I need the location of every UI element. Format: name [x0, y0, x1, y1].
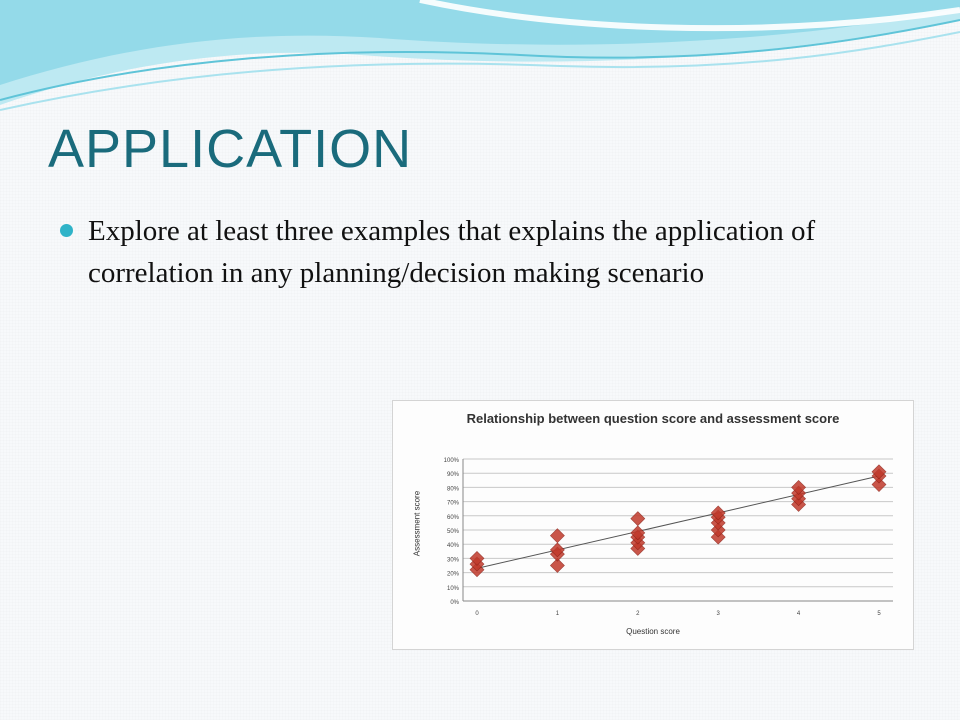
data-point	[631, 512, 645, 526]
bullet-list	[60, 210, 900, 294]
x-tick-label: 3	[716, 611, 720, 617]
x-tick-label: 1	[555, 611, 560, 617]
x-tick-label: 4	[796, 611, 801, 617]
y-tick-label: 90%	[446, 472, 459, 479]
y-tick-label: 100%	[443, 458, 459, 464]
bullet-dot-icon	[60, 224, 73, 237]
chart-x-axis-label: Question score	[626, 627, 680, 636]
trendline	[477, 476, 879, 568]
chart-y-axis-label: Assessment score	[412, 490, 422, 557]
y-tick-label: 30%	[446, 557, 459, 564]
x-tick-label: 5	[877, 611, 881, 617]
y-tick-label: 20%	[446, 571, 459, 578]
x-tick-label: 0	[475, 611, 479, 617]
y-tick-label: 80%	[446, 486, 459, 493]
chart-title: Relationship between question score and assessment score	[466, 411, 840, 426]
y-tick-label: 60%	[446, 514, 459, 521]
chart-plot-area	[393, 401, 913, 649]
scatter-chart	[392, 400, 914, 650]
bullet-text: Explore at least three examples that explains the application of correlation in any planning/decision making scenario	[88, 215, 816, 289]
data-point	[550, 529, 564, 543]
y-tick-label: 10%	[446, 585, 459, 592]
bullet-item	[60, 210, 900, 294]
y-tick-label: 50%	[446, 529, 459, 535]
y-tick-label: 0%	[450, 600, 459, 606]
header-wave-decoration	[0, 0, 960, 120]
y-tick-label: 70%	[446, 500, 459, 507]
x-tick-label: 2	[636, 611, 640, 617]
y-tick-label: 40%	[446, 543, 459, 550]
slide-title: APPLICATION	[48, 119, 413, 179]
